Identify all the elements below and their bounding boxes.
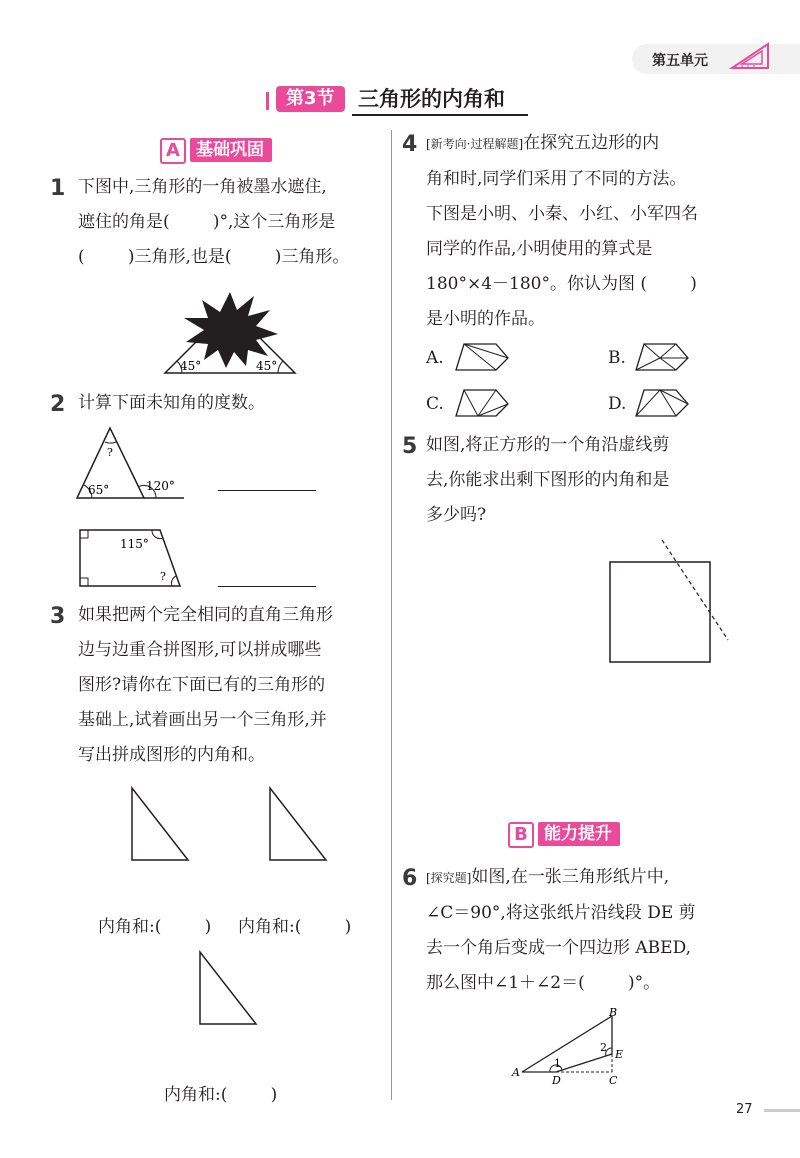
right-triangle-2 [266,784,330,864]
level-b-header [508,822,620,846]
question-4-line: 180°×4－180°。你认为图 ( ) [426,274,697,294]
angle-right-label: 45° [256,359,278,373]
unit-label: 第五单元 [652,53,708,69]
question-4-line: 在探究五边形的内 [523,133,660,153]
question-4-text [426,126,698,337]
point-d-label: D [552,1074,561,1087]
angle-1-label: 1 [554,1057,561,1070]
answer-line-1[interactable] [218,490,316,491]
option-b-label[interactable]: B. [608,348,626,368]
option-b-pentagon[interactable] [630,340,692,374]
answer-angle-sum-3[interactable]: 内角和:( ) [164,1085,278,1105]
option-a-pentagon[interactable] [450,340,512,374]
question-6-number: 6 [402,866,418,891]
answer-angle-sum-1[interactable]: 内角和:( ) [98,917,212,937]
question-4-tag: [新考向·过程解题] [426,137,524,151]
section-title: 三角形的内角和 [352,84,528,116]
question-6-text [426,860,696,1001]
question-3-number: 3 [50,604,66,629]
option-a-label[interactable]: A. [426,348,444,368]
question-6-triangle-figure [508,1004,638,1088]
question-3-line: 图形?请你在下面已有的三角形的 [78,675,326,695]
page-number: 27 [736,1102,753,1117]
point-a-label: A [512,1066,520,1079]
ink-blot [184,292,278,368]
question-4-line: 同学的作品,小明使用的算式是 [426,239,653,259]
unknown-angle-label: ? [160,570,166,583]
option-d-pentagon[interactable] [630,386,692,420]
answer-angle-sum-2[interactable]: 内角和:( ) [238,917,352,937]
question-4-line: 是小明的作品。 [426,309,545,329]
question-5-text [426,428,669,533]
question-2-trapezoid-figure [76,526,186,590]
angle-left-label: 45° [180,359,202,373]
angle-120-label: 120° [146,479,175,493]
section-number-badge: 第3节 [276,86,345,112]
level-a-label: 基础巩固 [190,138,272,162]
question-5-line: 如图,将正方形的一个角沿虚线剪 [426,435,670,455]
question-3-line: 写出拼成图形的内角和。 [78,745,265,765]
question-1-number: 1 [50,176,66,201]
level-a-header [160,138,272,162]
triangle-ruler-icon [728,40,772,70]
question-6-line: 去一个角后变成一个四边形 ABED, [426,938,692,958]
question-4-line: 角和时,同学们采用了不同的方法。 [426,169,687,189]
point-b-label: B [609,1006,618,1019]
question-5-line: 去,你能求出剩下图形的内角和是 [426,470,670,490]
option-d-label[interactable]: D. [608,394,627,414]
point-e-label: E [615,1048,624,1061]
level-b-label: 能力提升 [538,822,620,846]
right-triangle-3 [196,948,260,1028]
right-triangle-1 [128,784,192,864]
question-1-line: 遮住的角是( )°,这个三角形是 [78,212,336,232]
question-1-figure [160,288,300,376]
question-4-number: 4 [402,132,418,157]
question-2-text: 计算下面未知角的度数。 [78,393,265,413]
question-3-text [78,598,333,773]
level-a-letter: A [160,138,186,164]
answer-line-2[interactable] [218,586,316,587]
question-6-line: 那么图中∠1＋∠2＝( )°。 [426,973,661,993]
section-accent [266,92,275,110]
option-c-pentagon[interactable] [450,386,512,420]
page-number-accent [764,1109,800,1112]
question-5-square-figure [604,534,734,668]
unknown-angle-label: ? [107,446,113,459]
question-3-line: 边与边重合拼图形,可以拼成哪些 [78,640,322,660]
question-4-line: 下图是小明、小秦、小红、小军四名 [426,204,698,224]
level-b-letter: B [508,822,534,848]
question-1-line: 下图中,三角形的一角被墨水遮住, [78,177,327,197]
question-6-line: 如图,在一张三角形纸片中, [471,867,670,887]
angle-115-label: 115° [120,537,149,551]
question-6-line: ∠C＝90°,将这张纸片沿线段 DE 剪 [426,903,696,923]
question-3-line: 如果把两个完全相同的直角三角形 [78,605,333,625]
question-1-text [78,170,349,275]
question-2-number: 2 [50,392,66,417]
question-5-number: 5 [402,434,418,459]
question-5-line: 多少吗? [426,505,487,525]
angle-65-label: 65° [88,483,110,497]
question-3-line: 基础上,试着画出另一个三角形,并 [78,710,327,730]
angle-2-label: 2 [600,1041,607,1054]
question-1-line: ( )三角形,也是( )三角形。 [78,247,350,267]
question-6-tag: [探究题] [426,871,472,885]
option-c-label[interactable]: C. [426,394,444,414]
question-2-triangle-figure [72,424,192,504]
column-divider [391,130,392,1100]
point-c-label: C [609,1074,618,1087]
